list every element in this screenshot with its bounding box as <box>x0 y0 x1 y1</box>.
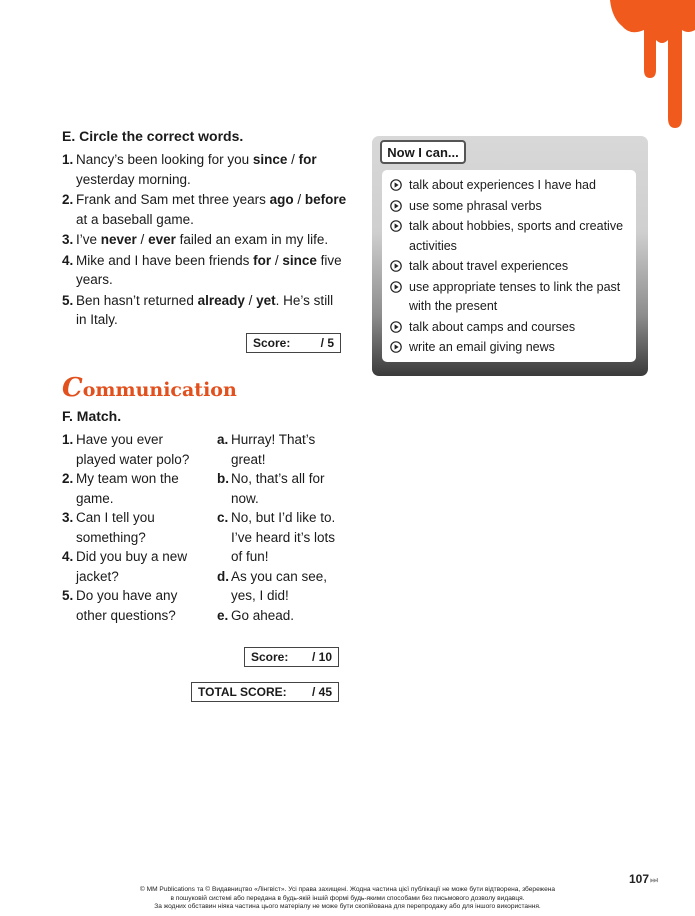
heading-initial: C <box>62 373 83 403</box>
score-label: Score: <box>253 336 291 350</box>
now-i-can-text: write an email giving news <box>409 340 555 354</box>
item-text <box>76 150 347 189</box>
question-item <box>62 430 202 469</box>
item-number: d. <box>217 568 229 584</box>
item-number: 4. <box>62 252 74 268</box>
item-text: Hurray! That’s great! <box>231 432 316 467</box>
item-number: 5. <box>62 588 74 603</box>
question-item <box>62 508 202 547</box>
answer-item <box>217 606 347 626</box>
exercise-f-title: F. Match. <box>62 408 122 424</box>
total-score-max: / 45 <box>311 685 332 699</box>
exercise-f-score-box <box>244 647 339 667</box>
paint-splash-decoration <box>600 0 695 130</box>
item-number: c. <box>217 510 229 525</box>
item-text-fragment: Ben hasn’t returned <box>76 292 198 308</box>
now-i-can-item <box>390 197 630 217</box>
now-i-can-item <box>390 176 630 196</box>
item-number: 2. <box>62 471 74 486</box>
word-choice[interactable]: ever <box>148 232 176 247</box>
item-number: 1. <box>62 432 74 447</box>
now-i-can-tab: Now I can... <box>380 140 466 164</box>
item-text: Do you have any other questions? <box>76 588 178 623</box>
question-item <box>62 547 202 586</box>
item-text <box>76 190 347 229</box>
item-text-fragment: . He’s still in Italy. <box>76 292 334 327</box>
item-text: No, but I’d like to. I’ve heard it’s lots of fun! <box>231 510 336 564</box>
exercise-e-item <box>62 190 347 229</box>
answer-item <box>217 469 347 508</box>
item-text: Can I tell you something? <box>76 510 155 545</box>
answer-item <box>217 508 347 567</box>
word-choice[interactable]: since <box>282 252 317 268</box>
heading-rest: ommunication <box>82 379 237 401</box>
now-i-can-text: talk about travel experiences <box>409 259 569 273</box>
item-number: 3. <box>62 232 74 247</box>
item-text-fragment: five years. <box>76 252 342 287</box>
score-label: Score: <box>251 650 289 664</box>
item-text: Have you ever played water polo? <box>76 432 190 467</box>
play-bullet-icon <box>390 179 403 192</box>
total-score-box <box>191 682 339 702</box>
item-text: As you can see, yes, I did! <box>231 568 328 603</box>
item-text-fragment: at a baseball game. <box>76 211 194 227</box>
play-bullet-icon <box>390 321 403 334</box>
exercise-f-questions <box>62 430 202 625</box>
item-text-fragment: Frank and Sam met three years <box>76 192 270 207</box>
item-number: 5. <box>62 292 74 308</box>
item-text <box>76 291 347 330</box>
item-number: b. <box>217 471 229 486</box>
score-max: / 5 <box>320 336 334 350</box>
play-bullet-icon <box>390 281 403 294</box>
item-text: No, that’s all for now. <box>231 471 325 506</box>
item-text-fragment: I’ve <box>76 232 101 247</box>
footer-line: За жодних обставин ніяка частина цього матеріалу не може бути скопійована для перепродажу або для іншого використання. <box>154 903 541 910</box>
item-text-fragment: failed an exam in my life. <box>175 232 329 247</box>
now-i-can-text: use appropriate tenses to link the past with the present <box>409 279 621 313</box>
item-text-fragment: Nancy’s been looking for you <box>76 152 253 167</box>
word-choice[interactable]: ago <box>269 192 294 207</box>
now-i-can-item <box>390 278 630 317</box>
play-bullet-icon <box>390 341 403 354</box>
now-i-can-item <box>390 257 630 277</box>
now-i-can-list <box>390 176 630 359</box>
item-number: e. <box>217 607 229 623</box>
word-choice[interactable]: for <box>298 152 317 167</box>
item-number: 4. <box>62 549 74 564</box>
communication-heading <box>62 373 237 403</box>
footer-line: в пошуковій системі або передана в будь-якій іншій формі будь-якими способами без письмового дозволу видавця. <box>170 894 525 902</box>
total-score-label: TOTAL SCORE: <box>198 685 287 699</box>
now-i-can-text: use some phrasal verbs <box>409 198 542 213</box>
exercise-e-item <box>62 251 347 290</box>
item-text: Go ahead. <box>231 607 295 623</box>
page-number-value: 107 <box>629 872 650 886</box>
item-number: 3. <box>62 510 74 525</box>
item-number: 2. <box>62 192 74 207</box>
now-i-can-text: talk about hobbies, sports and creative activities <box>409 219 624 253</box>
now-i-can-item <box>390 338 630 358</box>
word-choice[interactable]: for <box>253 252 272 268</box>
item-text-fragment: Mike and I have been friends <box>76 252 254 268</box>
item-text <box>76 230 347 250</box>
exercise-e-list <box>62 150 347 331</box>
answer-item <box>217 567 347 606</box>
now-i-can-item <box>390 217 630 256</box>
play-bullet-icon <box>390 260 403 273</box>
word-choice[interactable]: since <box>252 152 288 167</box>
score-max: / 10 <box>311 650 332 664</box>
now-i-can-text: talk about camps and courses <box>409 319 576 334</box>
now-i-can-item <box>390 318 630 338</box>
forward-arrows-icon: ⏭ <box>650 875 659 885</box>
exercise-e-item <box>62 150 347 189</box>
question-item <box>62 469 202 508</box>
answer-item <box>217 430 347 469</box>
copyright-footer <box>0 886 695 912</box>
exercise-f-answers <box>217 430 347 625</box>
play-bullet-icon <box>390 220 403 233</box>
item-text-fragment: / <box>136 232 149 247</box>
item-text <box>76 251 347 290</box>
item-text-fragment: / <box>271 252 283 268</box>
item-text-fragment: yesterday morning. <box>76 171 191 187</box>
exercise-e-item <box>62 291 347 330</box>
exercise-e-title: E. Circle the correct words. <box>62 128 244 144</box>
word-choice[interactable]: yet <box>256 292 276 308</box>
footer-line: © MM Publications та © Видавництво «Лінгвіст». Усі права захищені. Жодна частина цієї публікації не може бути відтворена, збережена <box>139 886 556 893</box>
now-i-can-text: talk about experiences I have had <box>409 178 596 192</box>
word-choice[interactable]: already <box>197 292 245 308</box>
item-text-fragment: / <box>244 292 257 308</box>
question-item <box>62 586 202 625</box>
item-number: a. <box>217 432 229 447</box>
item-text: Did you buy a new jacket? <box>76 549 188 584</box>
item-text-fragment: / <box>287 152 299 167</box>
exercise-e-score-box <box>246 333 341 353</box>
item-text: My team won the game. <box>76 471 179 506</box>
item-number: 1. <box>62 152 74 167</box>
item-text-fragment: / <box>293 192 305 207</box>
exercise-e-item <box>62 230 347 250</box>
word-choice[interactable]: before <box>304 192 347 207</box>
word-choice[interactable]: never <box>100 232 137 247</box>
play-bullet-icon <box>390 200 403 213</box>
page-number <box>629 872 658 886</box>
